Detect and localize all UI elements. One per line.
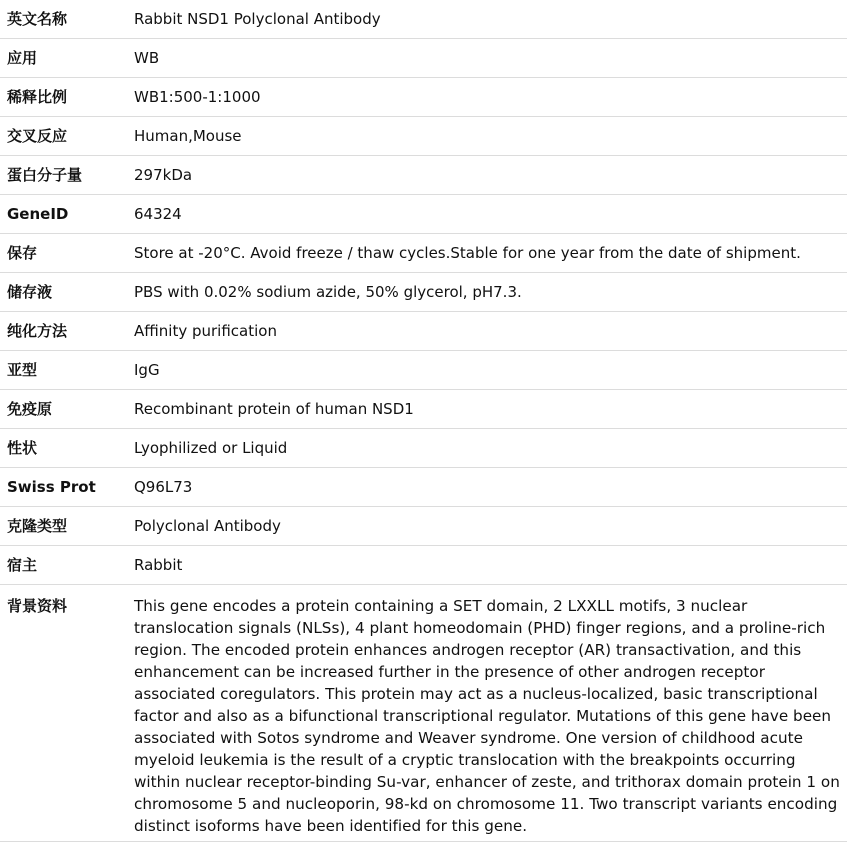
row-label: 英文名称 [7,10,68,28]
row-label: 宿主 [7,556,38,574]
row-immunogen [0,390,847,429]
row-value: WB1:500-1:1000 [134,88,261,106]
row-value: Q96L73 [134,478,193,496]
row-value: Affinity purification [134,322,277,340]
row-clonality [0,507,847,546]
row-value: Lyophilized or Liquid [134,439,288,457]
row-label: Swiss Prot [7,478,96,496]
row-label: 稀释比例 [7,88,68,106]
row-gene-id [0,195,847,234]
row-label: 保存 [7,244,38,262]
row-label: 应用 [7,49,38,67]
row-value: WB [134,49,160,67]
row-value: IgG [134,361,160,379]
row-label: 克隆类型 [7,517,68,535]
row-label: 储存液 [7,283,53,301]
row-english-name [0,0,847,39]
row-buffer [0,273,847,312]
row-label: 纯化方法 [7,322,68,340]
row-value: Recombinant protein of human NSD1 [134,400,414,418]
row-value: Rabbit NSD1 Polyclonal Antibody [134,10,381,28]
row-label: 免疫原 [7,400,53,418]
row-dilution [0,78,847,117]
row-label: 性状 [7,439,38,457]
background-description: This gene encodes a protein containing a SET domain, 2 LXXLL motifs, 3 nuclear translocation signals (NLSs), 4 plant homeodomain (PHD) finger regions, and a proline-rich region. The encoded protein enhances androgen receptor (AR) transactivation, and this enhancement can be increased further in the presence of other androgen receptor associated coregulators. This protein may act as a nucleus-localized, basic transcriptional factor and also as a bifunctional transcriptional regulator. Mutations of this gene have been associated with Sotos syndrome and Weaver syndrome. One version of childhood acute myeloid leukemia is the result of a cryptic translocation with the breakpoints occurring within nuclear receptor-binding Su-var, enhancer of zeste, and trithorax domain protein 1 on chromosome 5 and nucleoporin, 98-kd on chromosome 11. Two transcript variants encoding distinct isoforms have been identified for this gene. [134,597,840,835]
row-value: Store at -20°C. Avoid freeze / thaw cycles.Stable for one year from the date of shipment. [134,244,801,262]
row-background [0,585,847,842]
row-swiss-prot [0,468,847,507]
row-label: 蛋白分子量 [7,166,83,184]
row-label: 亚型 [7,361,38,379]
row-value: Polyclonal Antibody [134,517,281,535]
row-label: 背景资料 [7,597,68,615]
row-value: PBS with 0.02% sodium azide, 50% glycerol, pH7.3. [134,283,522,301]
row-storage [0,234,847,273]
row-value: 64324 [134,205,182,223]
row-host [0,546,847,585]
row-application [0,39,847,78]
row-isotype [0,351,847,390]
row-value: Human,Mouse [134,127,242,145]
row-molecular-weight [0,156,847,195]
row-value: 297kDa [134,166,193,184]
row-label: GeneID [7,205,69,223]
row-value: Rabbit [134,556,183,574]
row-form [0,429,847,468]
row-purification [0,312,847,351]
row-cross-reactivity [0,117,847,156]
row-label: 交叉反应 [7,127,68,145]
